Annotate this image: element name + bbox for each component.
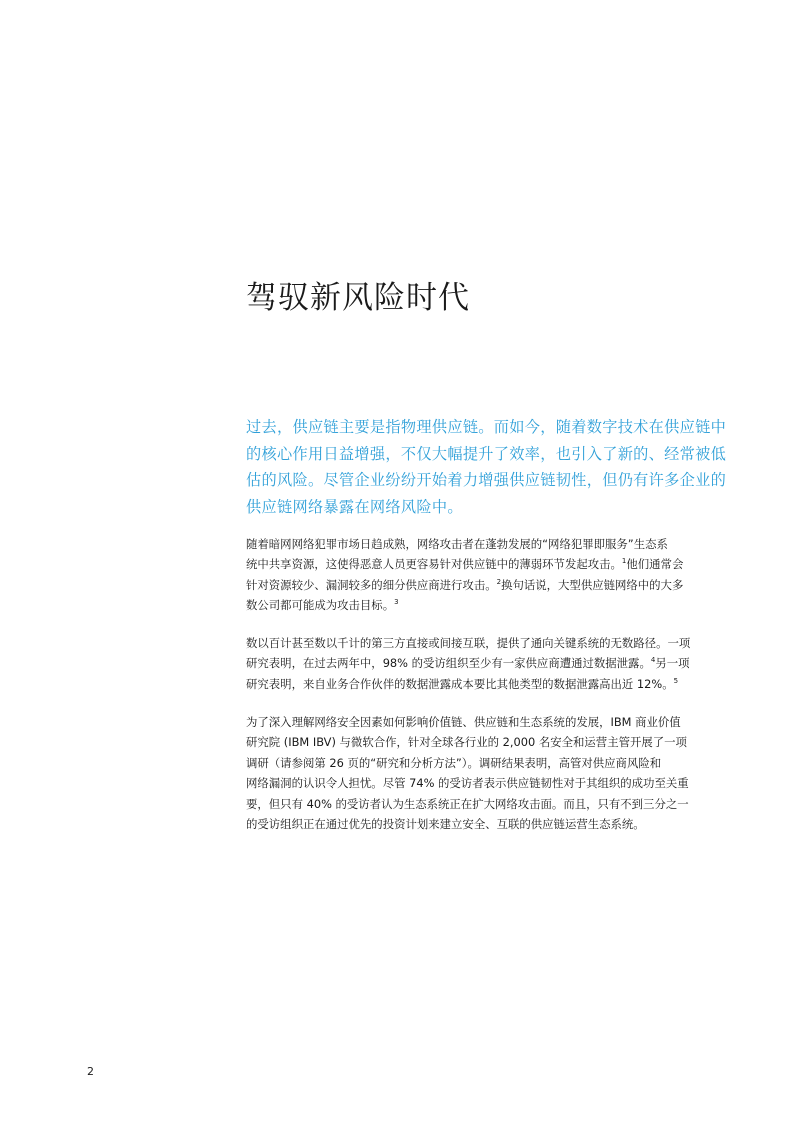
- body-line: [246, 595, 716, 615]
- footnote-ref-5[interactable]: 5: [673, 676, 679, 685]
- body-text: 针对资源较少、漏洞较多的细分供应商进行攻击。: [246, 577, 497, 592]
- body-line: 要，但只有 40% 的受访者认为生态系统正在扩大网络攻击面。而且，只有不到三分之一: [246, 796, 689, 811]
- body-line: [246, 653, 716, 673]
- body-text: 另一项: [655, 656, 690, 671]
- body-paragraph-3: [246, 712, 716, 834]
- lead-line: 供应链网络暴露在网络风险中。: [246, 497, 463, 516]
- body-text: 他们通常会: [626, 557, 684, 572]
- body-line: [246, 674, 716, 694]
- body-line: 调研（请参阅第 26 页的“研究和分析方法”）。调研结果表明，高管对供应商风险和: [246, 755, 662, 770]
- body-line: [246, 575, 716, 595]
- footnote-ref-4[interactable]: 4: [650, 656, 656, 665]
- footnote-ref-1[interactable]: 1: [621, 557, 627, 566]
- body-line: 随着暗网网络犯罪市场日趋成熟，网络攻击者在蓬勃发展的“网络犯罪即服务”生态系: [246, 537, 668, 551]
- body-paragraph-1: [246, 534, 716, 616]
- lead-line: 估的风险。尽管企业纷纷开始着力增强供应链韧性，但仍有许多企业的: [246, 471, 727, 489]
- body-text: 统中共享资源，这使得恶意人员更容易针对供应链中的薄弱环节发起攻击。: [246, 557, 622, 572]
- body-line: 研究院 (IBM IBV) 与微软合作，针对全球各行业的 2,000 名安全和运营主管开展了一项: [246, 735, 687, 750]
- body-line: [246, 554, 716, 574]
- page-number: 2: [87, 1065, 94, 1078]
- body-line: 的受访组织正在通过优先的投资计划来建立安全、互联的供应链运营生态系统。: [246, 817, 645, 832]
- footnote-ref-2[interactable]: 2: [496, 577, 502, 586]
- body-text: 研究表明，来自业务合作伙伴的数据泄露成本要比其他类型的数据泄露高出近 12%。: [246, 676, 674, 691]
- body-line: 网络漏洞的认识令人担忧。尽管 74% 的受访者表示供应链韧性对于其组织的成功至关重: [246, 776, 689, 791]
- body-text: 换句话说，大型供应链网络中的大多: [501, 577, 684, 592]
- body-text: 研究表明，在过去两年中，98% 的受访组织至少有一家供应商遭通过数据泄露。: [246, 656, 651, 671]
- footnote-ref-3[interactable]: 3: [394, 598, 399, 607]
- body-paragraph-2: [246, 633, 716, 694]
- lead-paragraph: [246, 414, 727, 520]
- page-title: 驾驭新风险时代: [246, 280, 470, 316]
- body-text: 数公司都可能成为攻击目标。: [246, 598, 395, 613]
- body-line: 为了深入理解网络安全因素如何影响价值链、供应链和生态系统的发展，IBM 商业价值: [246, 715, 681, 729]
- body-line: 数以百计甚至数以千计的第三方直接或间接互联，提供了通向关键系统的无数路径。一项: [246, 636, 691, 650]
- lead-line: 过去，供应链主要是指物理供应链。而如今，随着数字技术在供应链中: [246, 418, 727, 436]
- lead-line: 的核心作用日益增强，不仅大幅提升了效率，也引入了新的、经常被低: [246, 444, 727, 463]
